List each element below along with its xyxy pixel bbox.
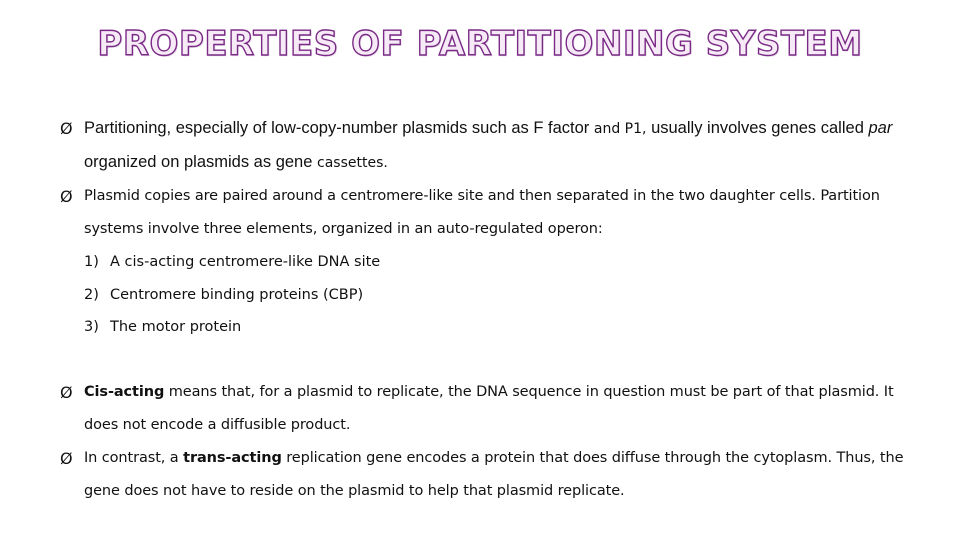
bullet-trans-acting xyxy=(60,442,910,508)
bullet-cis-acting xyxy=(60,376,910,442)
list-item xyxy=(60,279,910,312)
slide-title: PROPERTIES OF PARTITIONING SYSTEM xyxy=(97,24,863,64)
arrow-bullet-icon: Ø xyxy=(60,382,73,402)
spacer xyxy=(60,344,910,376)
bullet4-text: replication gene encodes a protein that does diffuse through the cytoplasm. Thus, the gene does not have to reside on the plasmid to help that plasmid replicate. xyxy=(84,449,904,499)
bullet3-text: means that, for a plasmid to replicate, the DNA sequence in question must be part of that plasmid. It does not encode a diffusible product. xyxy=(84,383,894,433)
bullet2-text: Plasmid copies are paired around a centromere-like site and then separated in the two daughter cells. Partition systems involve three elements, organized in an auto-regulated operon: xyxy=(84,188,880,237)
bullet1-text-4: organized on plasmids as gene xyxy=(84,153,313,171)
bullet1-text-2: and P1, xyxy=(593,121,647,137)
bullet-plasmid-copies xyxy=(60,180,910,246)
bullet3-bold-term: Cis-acting xyxy=(84,383,165,400)
bullet1-italic-par: par xyxy=(868,119,893,137)
arrow-bullet-icon: Ø xyxy=(60,119,73,138)
arrow-bullet-icon: Ø xyxy=(60,448,73,468)
list-text: Centromere binding proteins (CBP) xyxy=(110,286,364,303)
list-item xyxy=(60,311,910,344)
bullet4-bold-term: trans-acting xyxy=(183,449,282,466)
bullet4-text-pre: In contrast, a xyxy=(84,449,179,466)
list-number: 3) xyxy=(84,319,99,335)
bullet-partitioning xyxy=(60,112,910,180)
list-number: 1) xyxy=(84,254,99,270)
list-text: A cis-acting centromere-like DNA site xyxy=(110,254,381,270)
list-number: 2) xyxy=(84,286,99,303)
bullet1-text-5: cassettes. xyxy=(317,155,388,171)
bullet1-text-3: usually involves genes called xyxy=(651,119,864,137)
bullet1-text-1: Partitioning, especially of low-copy-number plasmids such as F factor xyxy=(84,119,590,137)
list-item xyxy=(60,246,910,279)
list-text: The motor protein xyxy=(110,319,242,335)
arrow-bullet-icon: Ø xyxy=(60,187,73,206)
slide-content xyxy=(60,112,910,508)
